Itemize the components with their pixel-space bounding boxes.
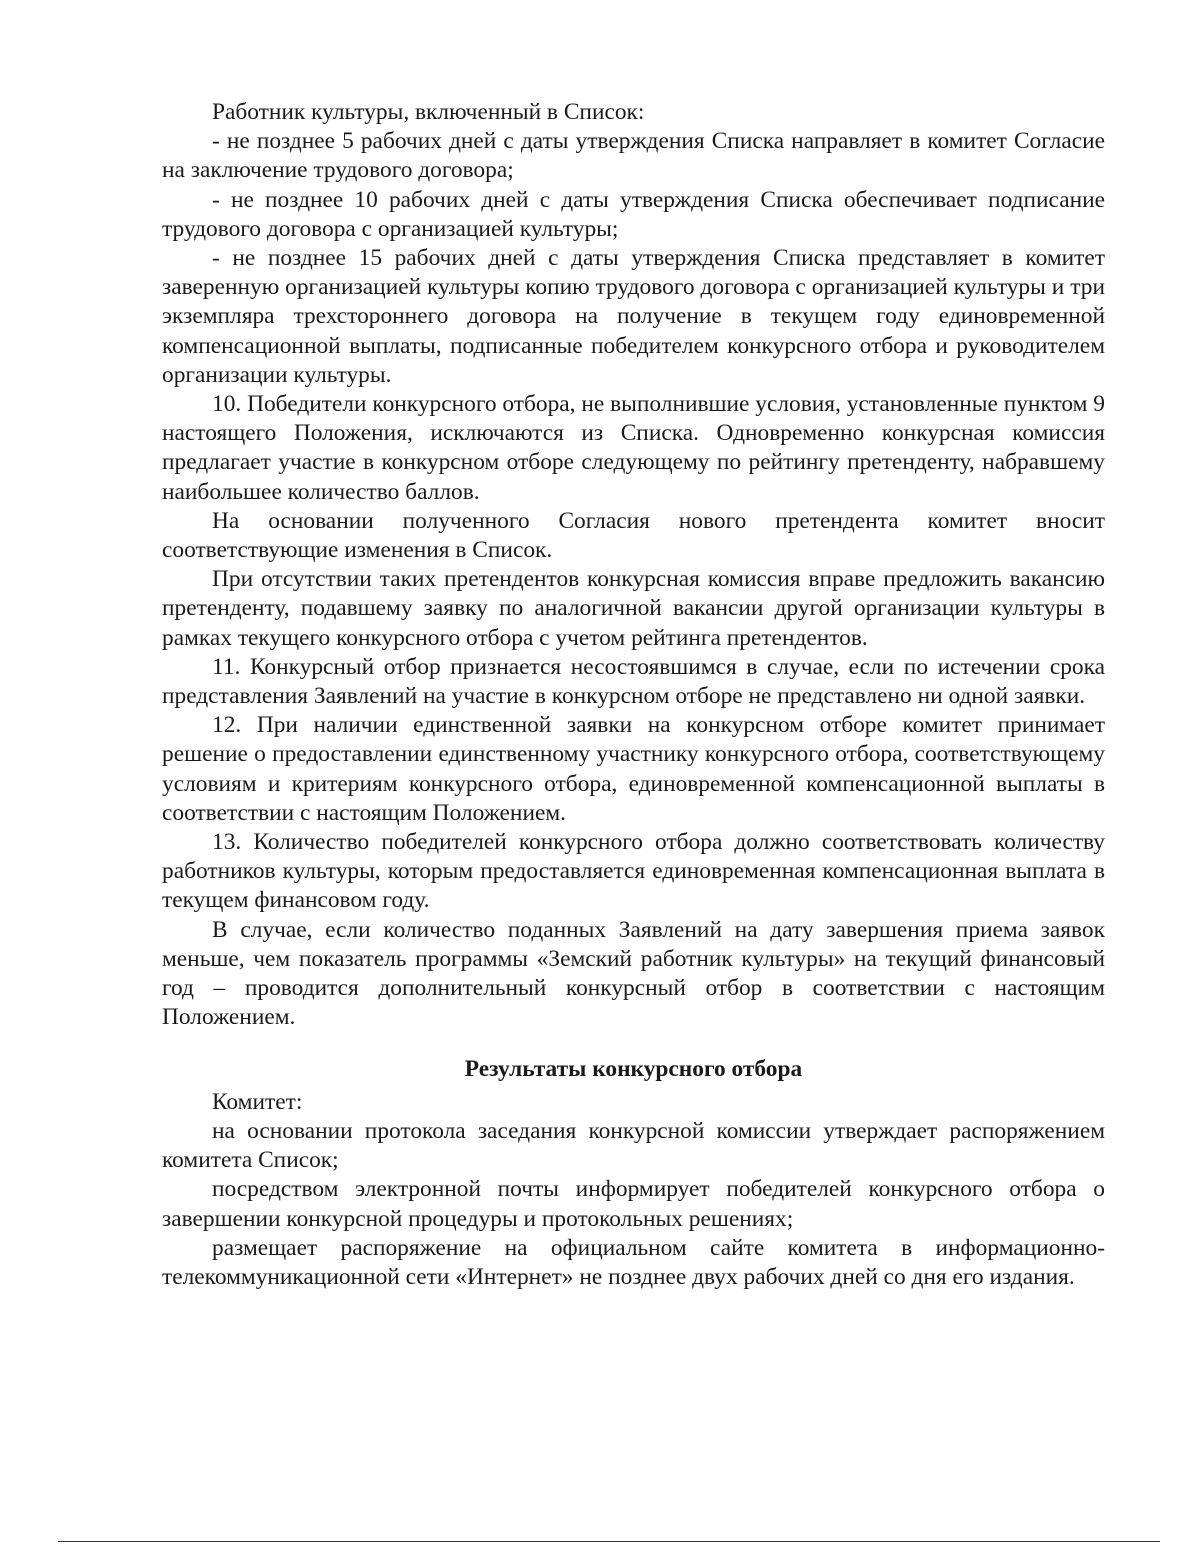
paragraph-worker-intro: Работник культуры, включенный в Список: xyxy=(212,99,645,125)
paragraph-clause-11: 11. Конкурсный отбор признается несостоявшимся в случае, если по истечении срока представления Заявлений на участие в конкурсном отборе не представлено ни одной заявки. xyxy=(162,653,1105,710)
footer-divider xyxy=(58,1541,1160,1542)
document-page xyxy=(162,98,1105,1292)
paragraph-new-applicant: На основании полученного Согласия нового претендента комитет вносит соответствующие изменения в Список. xyxy=(162,507,1105,564)
paragraph-clause-13: 13. Количество победителей конкурсного отбора должно соответствовать количеству работников культуры, которым предоставляется единовременная компенсационная выплата в текущем финансовом году. xyxy=(162,829,1105,914)
paragraph-informs-winners: посредством электронной почты информирует победителей конкурсного отбора о завершении конкурсной процедуры и протокольных решениях; xyxy=(162,1176,1105,1232)
paragraph-no-applicants: При отсутствии таких претендентов конкурсная комиссия вправе предложить вакансию претенденту, подавшему заявку по аналогичной вакансии другой организации культуры в рамках текущего конкурсного отбора с учетом рейтинга претендентов. xyxy=(162,566,1105,651)
paragraph-clause-12: 12. При наличии единственной заявки на конкурсном отборе комитет принимает решение о предоставлении единственному участнику конкурсного отбора, соответствующему условиям и критериям конкурсного отбора, единовременной компенсационной выплаты в соответствии с настоящим Положением. xyxy=(162,712,1105,826)
paragraph-item-10-days: - не позднее 10 рабочих дней с даты утверждения Списка обеспечивает подписание трудового договора с организацией культуры; xyxy=(162,186,1105,242)
paragraph-approves-list: на основании протокола заседания конкурсной комиссии утверждает распоряжением комитета Список; xyxy=(162,1117,1105,1174)
paragraph-committee: Комитет: xyxy=(212,1088,303,1115)
paragraph-item-5-days: - не позднее 5 рабочих дней с даты утверждения Списка направляет в комитет Согласие на заключение трудового договора; xyxy=(162,128,1105,184)
paragraph-item-15-days: - не позднее 15 рабочих дней с даты утверждения Списка представляет в комитет заверенную организацией культуры копию трудового договора с организацией культуры и три экземпляра трехстороннего договора на получение в текущем году единовременной компенсационной выплаты, подписанные победителем конкурсного отбора и руководителем организации культуры. xyxy=(162,245,1105,388)
section-heading-results: Результаты конкурсного отбора xyxy=(464,1055,803,1082)
paragraph-publishes-order: размещает распоряжение на официальном сайте комитета в информационно-телекоммуникационной сети «Интернет» не позднее двух рабочих дней со дня его издания. xyxy=(162,1234,1105,1290)
paragraph-clause-10: 10. Победители конкурсного отбора, не выполнившие условия, установленные пунктом 9 настоящего Положения, исключаются из Списка. Одновременно конкурсная комиссия предлагает участие в конкурсном отборе следующему по рейтингу претенденту, набравшему наибольшее количество баллов. xyxy=(162,391,1105,505)
paragraph-additional-selection: В случае, если количество поданных Заявлений на дату завершения приема заявок меньше, чем показатель программы «Земский работник культуры» на текущий финансовый год – проводится дополнительный конкурсный отбор в соответствии с настоящим Положением. xyxy=(162,916,1105,1031)
